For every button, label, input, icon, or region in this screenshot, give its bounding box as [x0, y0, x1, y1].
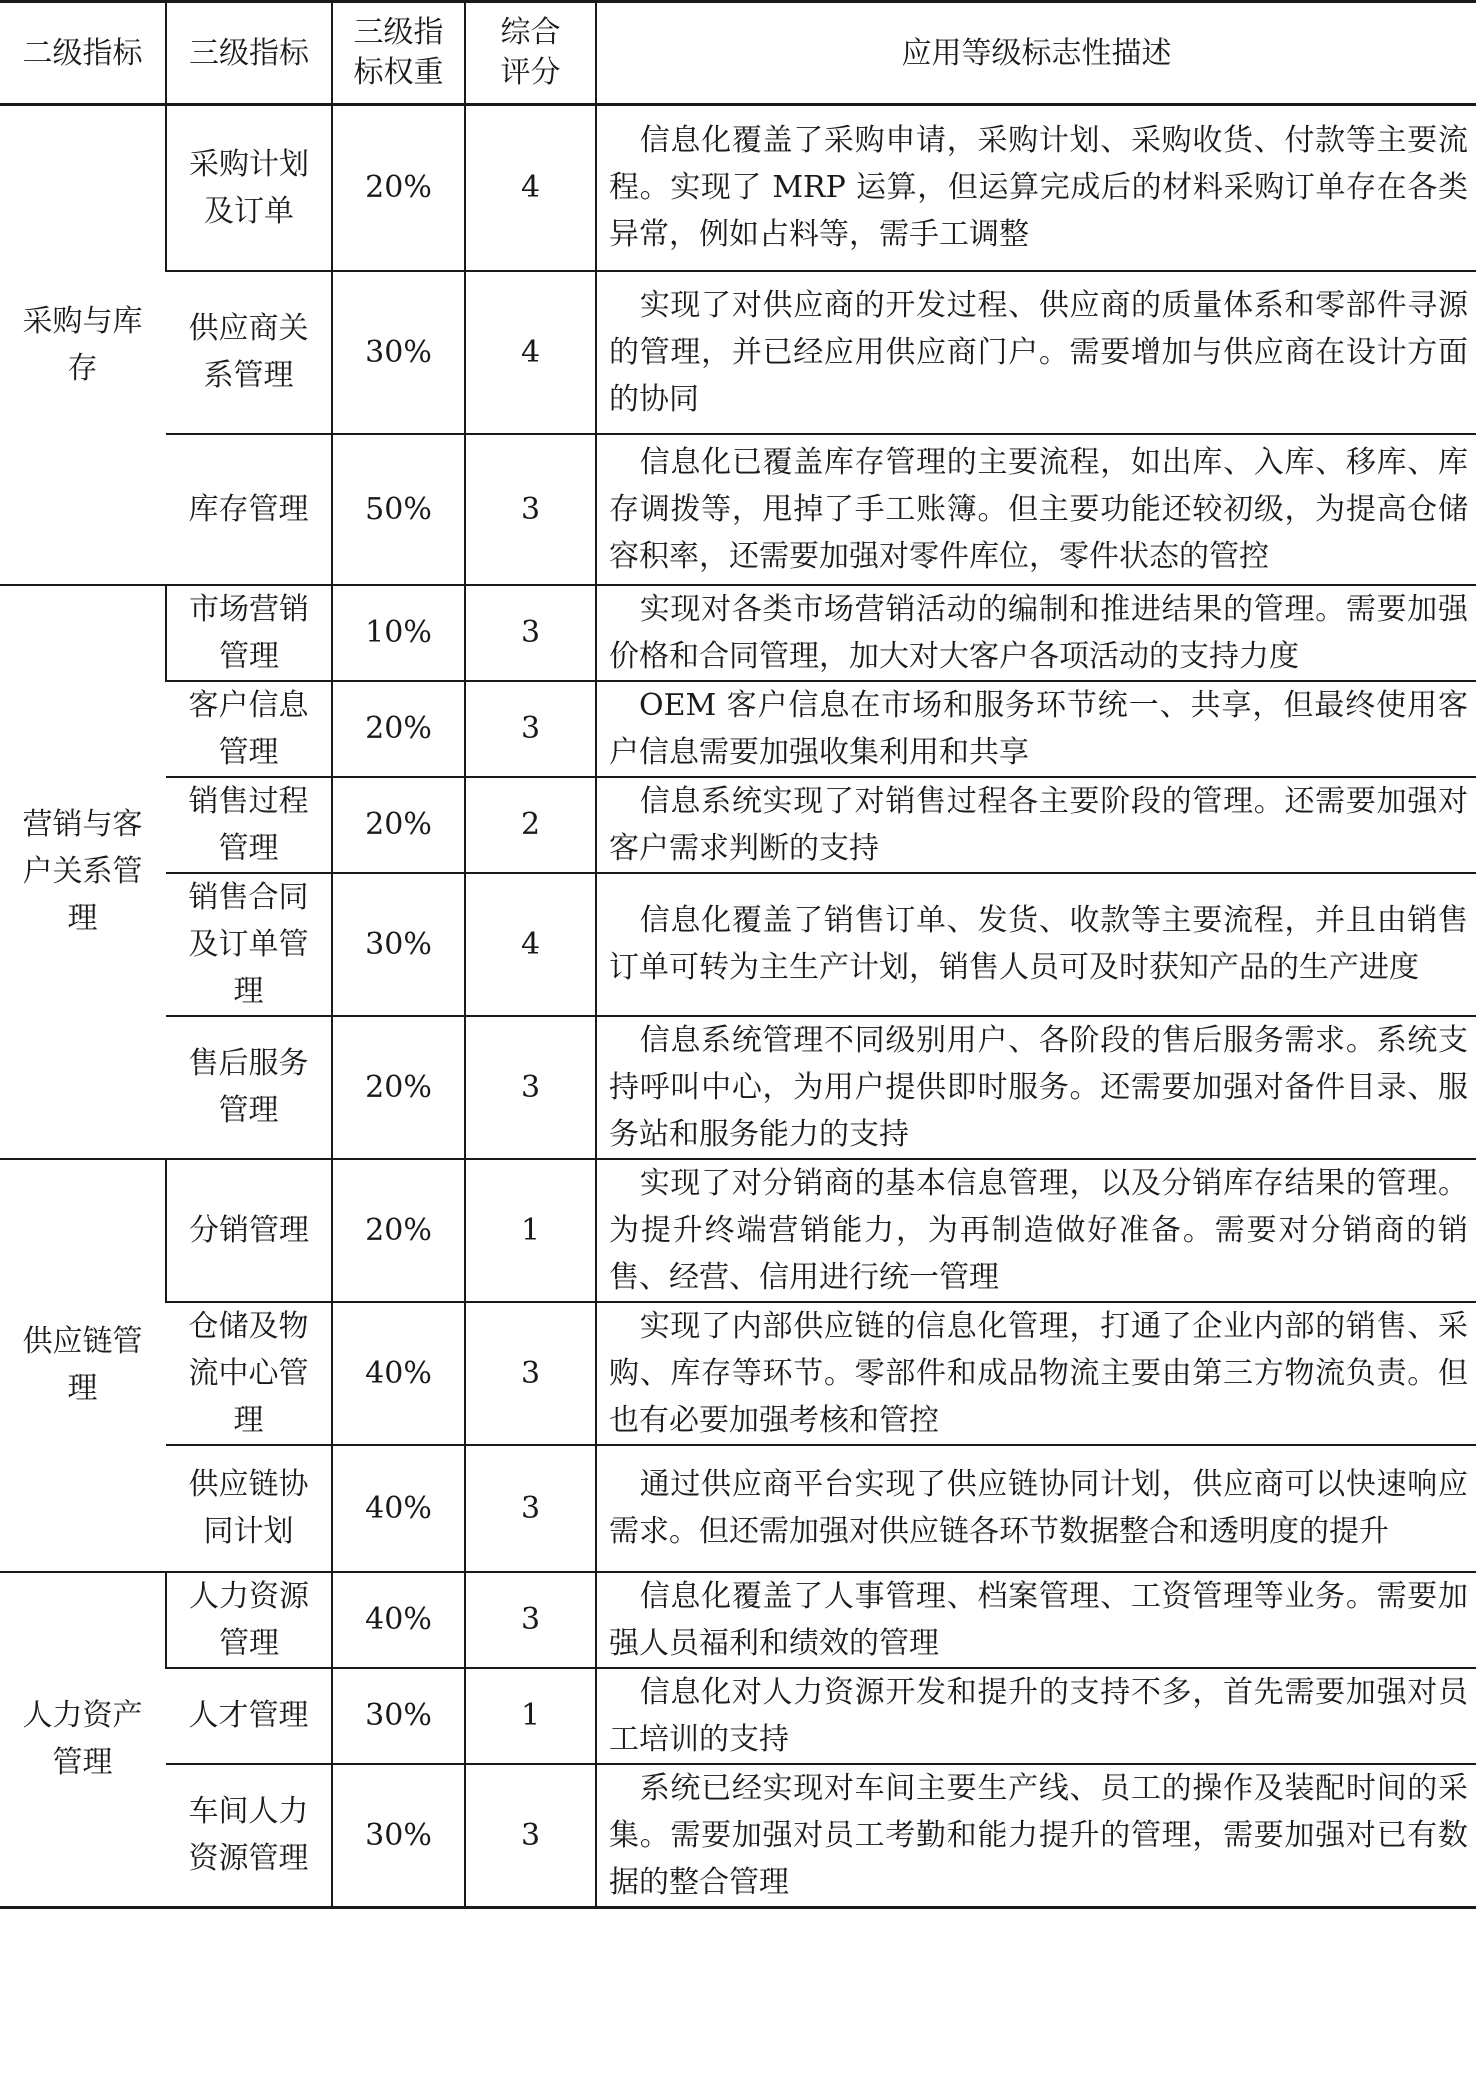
level3-name: 供应链协同计划 — [188, 1467, 309, 1549]
description-text: 信息化覆盖了销售订单、发货、收款等主要流程，并且由销售订单可转为主生产计划，销售人员可及时获知产品的生产进度 — [609, 903, 1468, 985]
weight-cell: 50% — [332, 434, 465, 585]
level2-cell — [0, 105, 166, 585]
weight-cell: 20% — [332, 1159, 465, 1302]
header-weight — [332, 2, 465, 105]
table-row — [0, 777, 1476, 873]
weight-cell: 20% — [332, 1016, 465, 1159]
table-body — [0, 105, 1476, 1908]
table-header-row — [0, 2, 1476, 105]
score-cell: 1 — [465, 1668, 596, 1764]
level3-cell — [166, 1016, 332, 1159]
table-row — [0, 1302, 1476, 1445]
level3-cell — [166, 1445, 332, 1572]
weight-cell: 20% — [332, 105, 465, 271]
header-score — [465, 2, 596, 105]
level2-cell — [0, 585, 166, 1159]
level3-name: 仓储及物流中心管理 — [188, 1308, 309, 1438]
score-cell: 1 — [465, 1159, 596, 1302]
weight-cell: 40% — [332, 1302, 465, 1445]
level3-cell — [166, 681, 332, 777]
description-text: 信息化覆盖了人事管理、档案管理、工资管理等业务。需要加强人员福利和绩效的管理 — [609, 1578, 1468, 1661]
level3-name: 库存管理 — [188, 491, 309, 527]
level3-cell — [166, 271, 332, 434]
description-text: 实现了对供应商的开发过程、供应商的质量体系和零部件寻源的管理，并已经应用供应商门户。需要增加与供应商在设计方面的协同 — [609, 287, 1468, 417]
level3-name: 客户信息管理 — [188, 687, 309, 770]
level3-cell — [166, 434, 332, 585]
weight-cell: 30% — [332, 1668, 465, 1764]
level3-name: 销售过程管理 — [188, 783, 309, 866]
score-cell: 4 — [465, 271, 596, 434]
level3-cell — [166, 777, 332, 873]
description-text: 信息系统管理不同级别用户、各阶段的售后服务需求。系统支持呼叫中心，为用户提供即时服务。还需要加强对备件目录、服务站和服务能力的支持 — [609, 1022, 1468, 1152]
level2-cell — [0, 1572, 166, 1908]
description-cell — [596, 1445, 1476, 1572]
table-row — [0, 105, 1476, 271]
description-text: OEM 客户信息在市场和服务环节统一、共享，但最终使用客户信息需要加强收集利用和共享 — [609, 687, 1468, 770]
level3-cell — [166, 1764, 332, 1908]
level3-cell — [166, 105, 332, 271]
weight-cell: 10% — [332, 585, 465, 681]
level3-name: 销售合同及订单管理 — [188, 879, 309, 1009]
description-cell — [596, 271, 1476, 434]
description-cell — [596, 585, 1476, 681]
header-weight-text: 三级指标权重 — [353, 15, 444, 90]
description-cell — [596, 434, 1476, 585]
weight-cell: 40% — [332, 1445, 465, 1572]
description-text: 系统已经实现对车间主要生产线、员工的操作及装配时间的采集。需要加强对员工考勤和能力提升的管理，需要加强对已有数据的整合管理 — [609, 1770, 1468, 1900]
description-text: 信息系统实现了对销售过程各主要阶段的管理。还需要加强对客户需求判断的支持 — [609, 783, 1468, 866]
level2-name: 供应链管理 — [22, 1324, 143, 1406]
description-cell — [596, 681, 1476, 777]
score-cell: 4 — [465, 105, 596, 271]
level3-cell — [166, 1572, 332, 1668]
level3-cell — [166, 1159, 332, 1302]
table-row — [0, 1016, 1476, 1159]
score-cell: 2 — [465, 777, 596, 873]
description-text: 信息化已覆盖库存管理的主要流程，如出库、入库、移库、库存调拨等，甩掉了手工账簿。但主要功能还较初级，为提高仓储容积率，还需要加强对零件库位，零件状态的管控 — [609, 444, 1468, 574]
table-row — [0, 1572, 1476, 1668]
description-cell — [596, 1668, 1476, 1764]
table-row — [0, 681, 1476, 777]
table-row — [0, 1764, 1476, 1908]
score-cell: 3 — [465, 434, 596, 585]
description-text: 信息化对人力资源开发和提升的支持不多，首先需要加强对员工培训的支持 — [609, 1674, 1468, 1757]
level3-name: 人才管理 — [188, 1698, 309, 1733]
level3-name: 人力资源管理 — [189, 1578, 309, 1661]
level3-cell — [166, 1302, 332, 1445]
header-level3: 三级指标 — [166, 2, 332, 105]
table-row — [0, 434, 1476, 585]
header-level2: 二级指标 — [0, 2, 166, 105]
score-cell: 4 — [465, 873, 596, 1016]
level3-name: 售后服务管理 — [188, 1046, 309, 1128]
header-desc: 应用等级标志性描述 — [596, 2, 1476, 105]
table-row — [0, 585, 1476, 681]
weight-cell: 40% — [332, 1572, 465, 1668]
level2-name: 人力资产管理 — [22, 1698, 143, 1780]
description-text: 实现了对分销商的基本信息管理，以及分销库存结果的管理。为提升终端营销能力，为再制造做好准备。需要对分销商的销售、经营、信用进行统一管理 — [609, 1165, 1468, 1295]
level3-name: 市场营销管理 — [189, 591, 309, 674]
weight-cell: 20% — [332, 681, 465, 777]
description-text: 信息化覆盖了采购申请，采购计划、采购收货、付款等主要流程。实现了 MRP 运算，但运算完成后的材料采购订单存在各类异常，例如占料等，需手工调整 — [609, 123, 1468, 253]
level3-name: 供应商关系管理 — [188, 311, 309, 393]
description-cell — [596, 1302, 1476, 1445]
description-cell — [596, 873, 1476, 1016]
weight-cell: 30% — [332, 271, 465, 434]
score-cell: 3 — [465, 681, 596, 777]
score-cell: 3 — [465, 1572, 596, 1668]
level3-name: 分销管理 — [189, 1212, 309, 1248]
description-text: 通过供应商平台实现了供应链协同计划，供应商可以快速响应需求。但还需加强对供应链各环节数据整合和透明度的提升 — [609, 1467, 1468, 1549]
score-cell: 3 — [465, 1445, 596, 1572]
description-text: 实现对各类市场营销活动的编制和推进结果的管理。需要加强价格和合同管理，加大对大客户各项活动的支持力度 — [609, 591, 1468, 674]
description-cell — [596, 777, 1476, 873]
weight-cell: 30% — [332, 873, 465, 1016]
description-cell — [596, 1016, 1476, 1159]
level3-cell — [166, 585, 332, 681]
description-cell — [596, 1159, 1476, 1302]
level3-cell — [166, 873, 332, 1016]
level2-cell — [0, 1159, 166, 1572]
table-row — [0, 873, 1476, 1016]
score-cell: 3 — [465, 1302, 596, 1445]
description-text: 实现了内部供应链的信息化管理，打通了企业内部的销售、采购、库存等环节。零部件和成品物流主要由第三方物流负责。但也有必要加强考核和管控 — [609, 1308, 1468, 1438]
level3-name: 采购计划及订单 — [189, 146, 309, 229]
level3-cell — [166, 1668, 332, 1764]
table-row — [0, 1445, 1476, 1572]
level2-name: 营销与客户关系管理 — [22, 807, 143, 936]
score-cell: 3 — [465, 585, 596, 681]
table-row — [0, 271, 1476, 434]
table-row — [0, 1668, 1476, 1764]
description-cell — [596, 1572, 1476, 1668]
score-cell: 3 — [465, 1764, 596, 1908]
description-cell — [596, 105, 1476, 271]
level3-name: 车间人力资源管理 — [188, 1794, 309, 1876]
description-cell — [596, 1764, 1476, 1908]
score-cell: 3 — [465, 1016, 596, 1159]
table-row — [0, 1159, 1476, 1302]
weight-cell: 30% — [332, 1764, 465, 1908]
level2-name: 采购与库存 — [22, 303, 143, 386]
header-score-text: 综合评分 — [500, 15, 561, 90]
weight-cell: 20% — [332, 777, 465, 873]
